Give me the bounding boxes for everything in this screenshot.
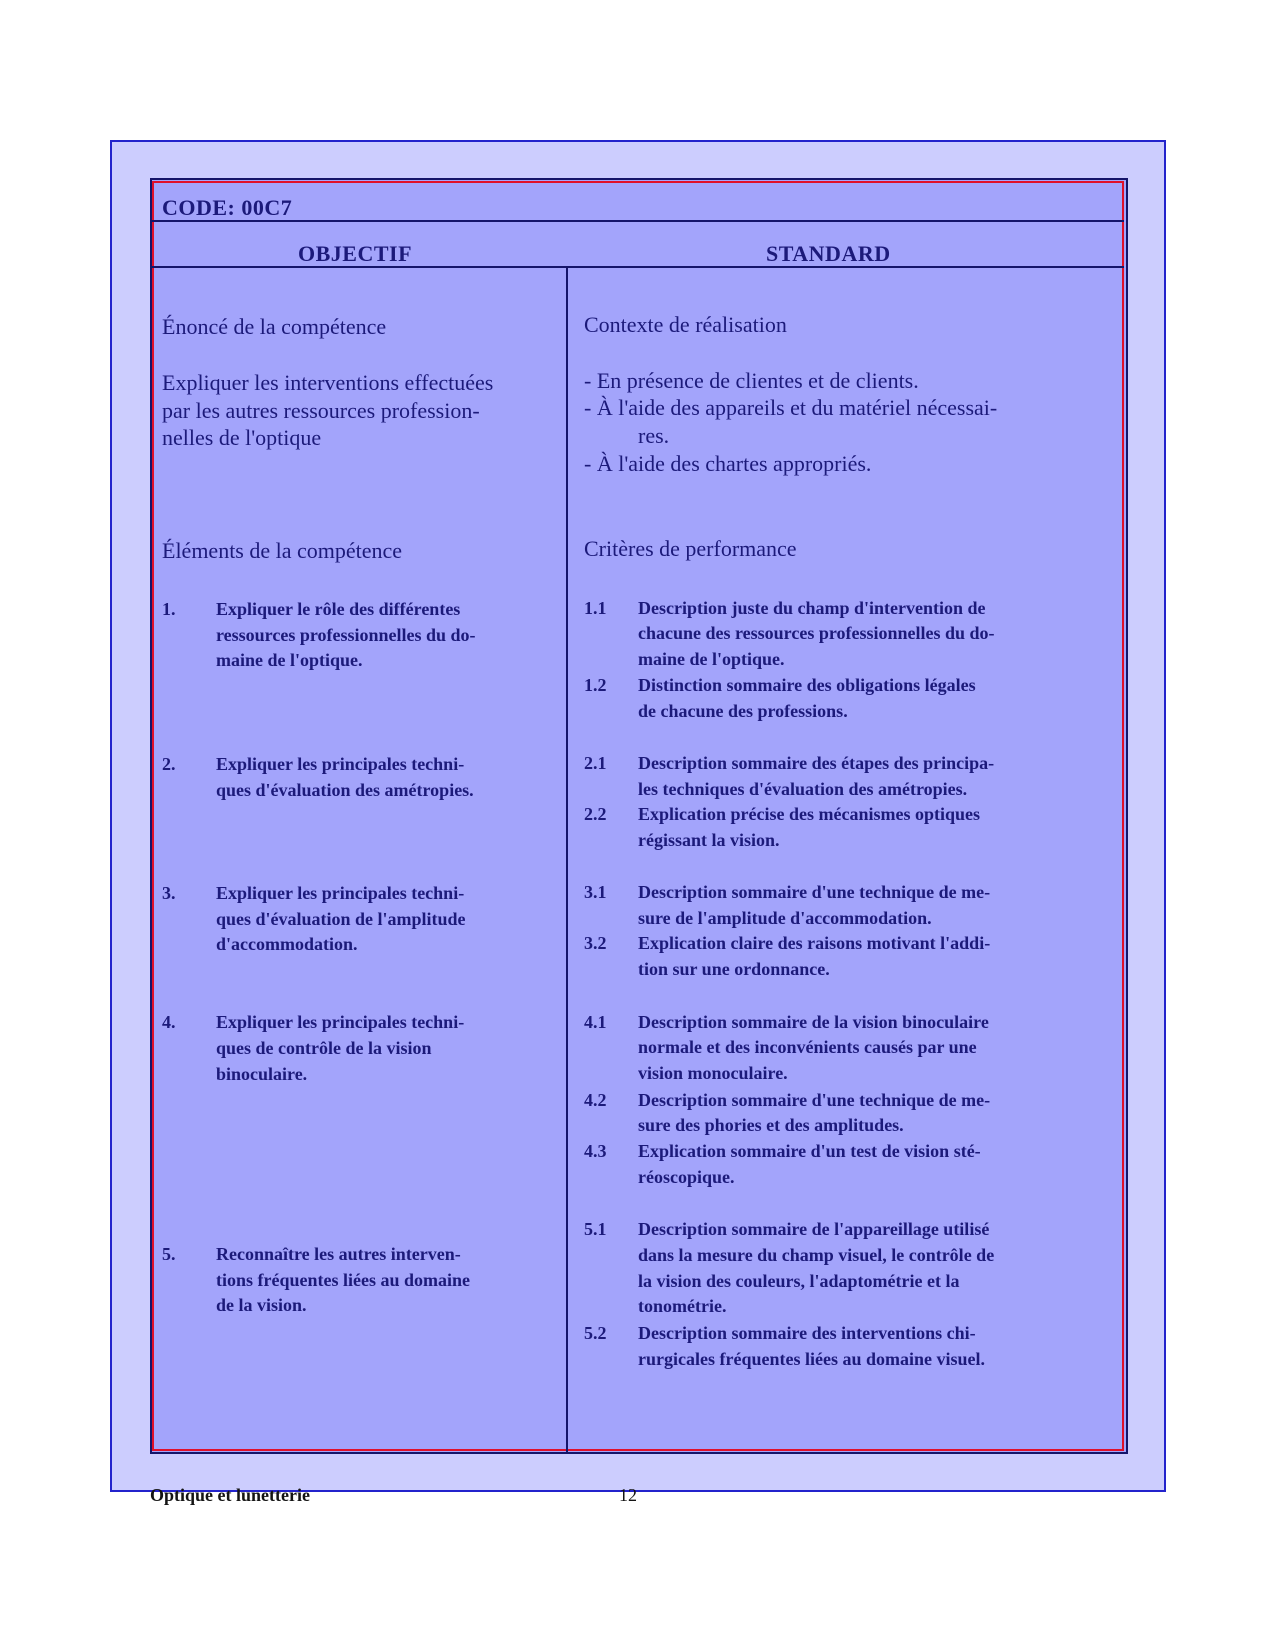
contexte-line: - À l'aide des chartes appropriés. bbox=[584, 451, 872, 476]
critere-number: 1.2 bbox=[584, 675, 607, 695]
element-number: 5. bbox=[162, 1244, 176, 1264]
critere-number: 5.2 bbox=[584, 1323, 607, 1343]
critere-line: normale et des inconvénients causés par une bbox=[638, 1037, 977, 1057]
critere-line: sure des phories et des amplitudes. bbox=[638, 1115, 904, 1135]
element-line: Expliquer le rôle des différentes bbox=[216, 599, 461, 619]
critere-line: tonométrie. bbox=[638, 1296, 727, 1316]
critere-line: Explication précise des mécanismes optiques bbox=[638, 804, 980, 824]
enonce-line: Expliquer les interventions effectuées bbox=[162, 370, 494, 395]
enonce-line: par les autres ressources profession- bbox=[162, 398, 480, 423]
elements-title: Éléments de la compétence bbox=[162, 538, 403, 563]
contexte-title: Contexte de réalisation bbox=[584, 312, 787, 337]
critere-number: 4.3 bbox=[584, 1141, 607, 1161]
critere-number: 3.1 bbox=[584, 882, 607, 902]
code-divider bbox=[152, 220, 1124, 222]
contexte-line: - En présence de clientes et de clients. bbox=[584, 368, 919, 393]
critere-line: dans la mesure du champ visuel, le contrôle de bbox=[638, 1245, 995, 1265]
enonce-line: nelles de l'optique bbox=[162, 425, 322, 450]
critere-line: tion sur une ordonnance. bbox=[638, 959, 830, 979]
page-number: 12 bbox=[619, 1485, 637, 1505]
element-line: de la vision. bbox=[216, 1295, 307, 1315]
enonce-title: Énoncé de la compétence bbox=[162, 314, 387, 339]
element-line: Expliquer les principales techni- bbox=[216, 754, 465, 774]
critere-line: sure de l'amplitude d'accommodation. bbox=[638, 908, 932, 928]
critere-line: régissant la vision. bbox=[638, 830, 780, 850]
critere-line: Distinction sommaire des obligations légales bbox=[638, 675, 976, 695]
criteres-title: Critères de performance bbox=[584, 536, 797, 561]
element-number: 4. bbox=[162, 1012, 176, 1032]
element-line: ques de contrôle de la vision bbox=[216, 1038, 432, 1058]
critere-line: chacune des ressources professionnelles du do- bbox=[638, 623, 995, 643]
column-divider bbox=[566, 268, 568, 1452]
critere-line: Description sommaire des interventions chi- bbox=[638, 1323, 976, 1343]
critere-line: Explication claire des raisons motivant l'addi- bbox=[638, 933, 991, 953]
critere-line: de chacune des professions. bbox=[638, 701, 848, 721]
critere-number: 2.1 bbox=[584, 753, 607, 773]
element-line: binoculaire. bbox=[216, 1064, 308, 1084]
critere-line: maine de l'optique. bbox=[638, 649, 785, 669]
element-number: 2. bbox=[162, 754, 176, 774]
critere-line: vision monoculaire. bbox=[638, 1063, 788, 1083]
element-line: d'accommodation. bbox=[216, 934, 358, 954]
critere-number: 4.1 bbox=[584, 1012, 607, 1032]
critere-line: Description sommaire de l'appareillage utilisé bbox=[638, 1219, 990, 1239]
footer-title: Optique et lunetterie bbox=[150, 1485, 310, 1505]
element-line: Reconnaître les autres interven- bbox=[216, 1244, 461, 1264]
code-label: CODE: 00C7 bbox=[162, 195, 293, 220]
critere-line: Explication sommaire d'un test de vision sté- bbox=[638, 1141, 981, 1161]
element-line: maine de l'optique. bbox=[216, 650, 363, 670]
critere-line: réoscopique. bbox=[638, 1167, 735, 1187]
element-line: ressources professionnelles du do- bbox=[216, 625, 476, 645]
critere-number: 1.1 bbox=[584, 598, 607, 618]
critere-number: 4.2 bbox=[584, 1090, 607, 1110]
critere-line: Description sommaire d'une technique de me- bbox=[638, 882, 991, 902]
critere-number: 3.2 bbox=[584, 933, 607, 953]
critere-line: les techniques d'évaluation des amétropies. bbox=[638, 779, 968, 799]
element-line: Expliquer les principales techni- bbox=[216, 1012, 465, 1032]
element-number: 3. bbox=[162, 883, 176, 903]
element-line: tions fréquentes liées au domaine bbox=[216, 1270, 470, 1290]
element-line: ques d'évaluation des amétropies. bbox=[216, 780, 474, 800]
objectif-header: OBJECTIF bbox=[298, 241, 413, 266]
contexte-line: - À l'aide des appareils et du matériel nécessai- bbox=[584, 395, 998, 420]
element-line: ques d'évaluation de l'amplitude bbox=[216, 909, 466, 929]
element-number: 1. bbox=[162, 599, 176, 619]
critere-line: rurgicales fréquentes liées au domaine visuel. bbox=[638, 1349, 985, 1369]
critere-line: Description sommaire de la vision binoculaire bbox=[638, 1012, 989, 1032]
contexte-line: res. bbox=[638, 423, 670, 448]
critere-line: Description juste du champ d'intervention de bbox=[638, 598, 986, 618]
critere-line: la vision des couleurs, l'adaptométrie et la bbox=[638, 1271, 960, 1291]
critere-number: 5.1 bbox=[584, 1219, 607, 1239]
element-line: Expliquer les principales techni- bbox=[216, 883, 465, 903]
critere-line: Description sommaire d'une technique de me- bbox=[638, 1090, 991, 1110]
critere-line: Description sommaire des étapes des principa- bbox=[638, 753, 995, 773]
critere-number: 2.2 bbox=[584, 804, 607, 824]
standard-header: STANDARD bbox=[766, 241, 891, 266]
